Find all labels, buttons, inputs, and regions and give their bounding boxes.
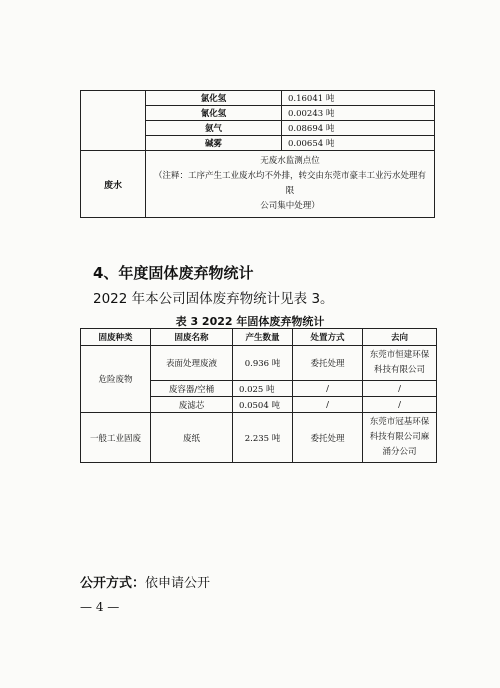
destination-line: 科技有限公司麻 — [369, 432, 430, 442]
column-header: 固废种类 — [81, 329, 151, 346]
destination: / — [363, 397, 437, 413]
table-caption: 表 3 2022 年固体废弃物统计 — [175, 315, 325, 328]
pollutant-amount: 0.00243 吨 — [282, 106, 435, 121]
disposal-method: / — [293, 397, 363, 413]
table-header-row — [81, 329, 437, 346]
pollutant-amount: 0.00654 吨 — [282, 136, 435, 151]
column-header: 去向 — [363, 329, 437, 346]
solid-waste-table — [80, 328, 437, 463]
pollutant-amount: 0.16041 吨 — [282, 91, 435, 106]
disclosure-value: 依申请公开 — [145, 576, 211, 591]
waste-category: 一般工业固废 — [81, 413, 151, 463]
waste-name: 废纸 — [151, 413, 233, 463]
disposal-method: 委托处理 — [293, 346, 363, 381]
waste-name: 废容器/空桶 — [151, 381, 233, 397]
pollutant-amount: 0.08694 吨 — [282, 121, 435, 136]
waste-quantity: 0.025 吨 — [233, 381, 293, 397]
destination-line: 东莞市恒建环保 — [369, 350, 430, 360]
destination — [363, 346, 437, 381]
wastewater-line: 无废水监测点位 — [260, 156, 320, 166]
destination: / — [363, 381, 437, 397]
waste-name: 废滤芯 — [151, 397, 233, 413]
section-heading: 4、年度固体废弃物统计 — [93, 264, 254, 282]
table-row — [81, 91, 435, 106]
waste-quantity: 0.936 吨 — [233, 346, 293, 381]
table-row — [81, 151, 435, 218]
destination-line: 东莞市冠基环保 — [369, 417, 430, 427]
waste-quantity: 2.235 吨 — [233, 413, 293, 463]
waste-name: 表面处理废液 — [151, 346, 233, 381]
wastewater-line: （注释：工序产生工业废水均不外排，转交由东莞市豪丰工业污水处理有限 — [153, 171, 426, 196]
table-row — [81, 346, 437, 381]
table-row — [81, 413, 437, 463]
wastewater-note — [146, 151, 435, 218]
column-header: 产生数量 — [233, 329, 293, 346]
disclosure-label: 公开方式： — [80, 576, 146, 591]
column-header: 处置方式 — [293, 329, 363, 346]
waste-quantity: 0.0504 吨 — [233, 397, 293, 413]
gas-category-cell — [81, 91, 146, 151]
page-number: — 4 — — [80, 600, 120, 614]
disclosure-line — [80, 572, 210, 591]
destination-line: 涌分公司 — [382, 447, 417, 457]
pollutant-name: 氰化氢 — [146, 106, 282, 121]
disposal-method: 委托处理 — [293, 413, 363, 463]
pollutant-name: 碱雾 — [146, 136, 282, 151]
destination-line: 科技有限公司 — [373, 365, 425, 375]
emissions-table — [80, 90, 435, 218]
wastewater-label: 废水 — [81, 151, 146, 218]
destination — [363, 413, 437, 463]
column-header: 固废名称 — [151, 329, 233, 346]
pollutant-name: 氨气 — [146, 121, 282, 136]
pollutant-name: 氯化氢 — [146, 91, 282, 106]
section-text: 2022 年本公司固体废弃物统计见表 3。 — [93, 291, 334, 307]
wastewater-line: 公司集中处理） — [260, 201, 320, 211]
waste-category: 危险废物 — [81, 346, 151, 413]
disposal-method: / — [293, 381, 363, 397]
